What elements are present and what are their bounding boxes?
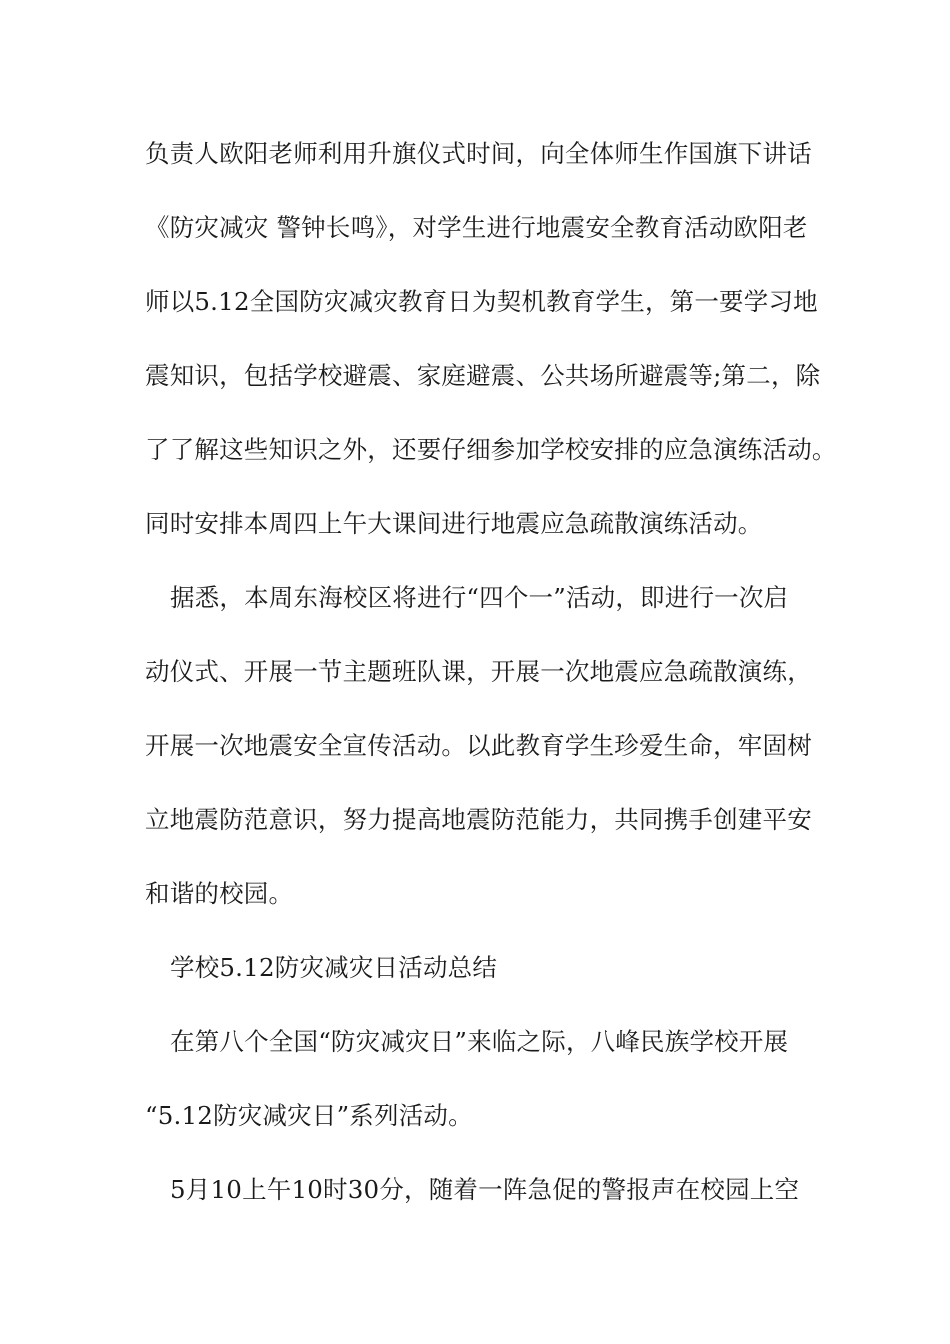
text-line-9: 开展一次地震安全宣传活动。以此教育学生珍爱生命，牢固树: [145, 731, 812, 760]
text-line-13: 在第八个全国“防灾减灾日”来临之际，八峰民族学校开展: [170, 1027, 789, 1056]
section-heading: 学校5.12防灾减灾日活动总结: [170, 953, 498, 982]
text-line-10: 立地震防范意识，努力提高地震防范能力，共同携手创建平安: [145, 805, 812, 834]
text-line-14: “5.12防灾减灾日”系列活动。: [145, 1101, 473, 1130]
text-line-15: 5月10上午10时30分，随着一阵急促的警报声在校园上空: [170, 1175, 800, 1204]
text-line-3: 师以5.12全国防灾减灾教育日为契机教育学生，第一要学习地: [145, 287, 818, 316]
text-line-7: 据悉，本周东海校区将进行“四个一”活动，即进行一次启: [170, 583, 789, 612]
text-line-1: 负责人欧阳老师利用升旗仪式时间，向全体师生作国旗下讲话: [145, 139, 812, 168]
text-line-8: 动仪式、开展一节主题班队课，开展一次地震应急疏散演练，: [145, 657, 812, 686]
text-line-6: 同时安排本周四上午大课间进行地震应急疏散演练活动。: [145, 509, 763, 538]
text-line-11: 和谐的校园。: [145, 879, 294, 908]
text-line-5: 了了解这些知识之外，还要仔细参加学校安排的应急演练活动。: [145, 435, 837, 464]
text-line-4: 震知识，包括学校避震、家庭避震、公共场所避震等;第二，除: [145, 361, 821, 390]
text-line-2: 《防灾减灾 警钟长鸣》，对学生进行地震安全教育活动欧阳老: [145, 213, 808, 242]
